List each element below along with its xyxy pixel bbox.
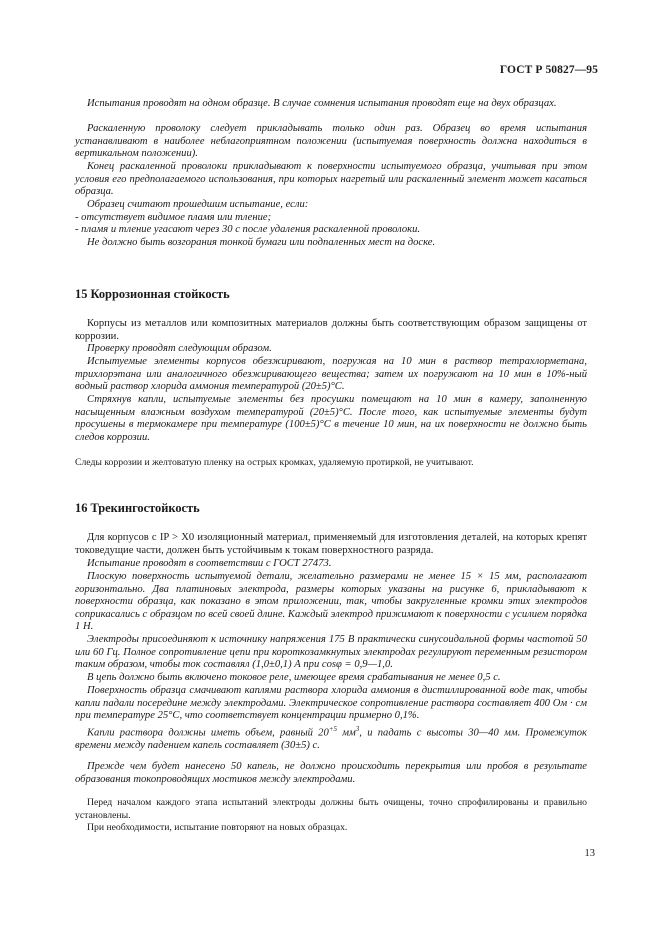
paragraph: Стряхнув капли, испытуемые элементы без просушки помещают на 10 мин в камеру, заполненную насыщенным влажным воздухом температурой (20±5)°C. После того, как испытуемые элементы будут просушены в термокамере при температуре (100±5)°C в течение 10 мин, на их поверхности не должно быть следов коррозии. (75, 394, 587, 443)
paragraph: Не должно быть возгорания тонкой бумаги или подпаленных мест на доске. (87, 237, 436, 248)
paragraph: Образец считают прошедшим испытание, если: (87, 199, 309, 210)
paragraph: При необходимости, испытание повторяют на новых образцах. (87, 822, 348, 833)
superscript: +5 (328, 725, 338, 733)
text-run: мм (337, 727, 356, 739)
page-number: 13 (584, 848, 595, 859)
paragraph: Конец раскаленной проволоки прикладывают к поверхности испытуемого образца, учитывая при этом условия его предполагаемого использования, при которых нагретый или раскаленный элемент может касаться образца. (75, 161, 587, 198)
paragraph: В цепь должно быть включено токовое реле, имеющее время срабатывания не менее 0,5 с. (87, 672, 501, 683)
paragraph: Для корпусов с IP > X0 изоляционный материал, применяемый для изготовления деталей, на которых крепят токоведущие части, должен быть устойчивым к токам поверхностного разряда. (75, 532, 587, 556)
paragraph: Испытуемые элементы корпусов обезжиривают, погружая на 10 мин в раствор тетрахлорметана, трихлорэтана или аналогичного обезжиривающего вещества; затем их погружают на 10 мин в 10%-ный водный раствор хлорида аммония температурой (20±5)°C. (75, 356, 587, 393)
superscript: 3 (355, 725, 360, 733)
paragraph: Электроды присоединяют к источнику напряжения 175 В практически синусоидальной формы частотой 50 или 60 Гц. Полное сопротивление цепи при короткозамкнутых электродах регулируют переменным резистором таким образом, чтобы ток составлял (1,0±0,1) А при cosφ = 0,9—1,0. (75, 634, 587, 671)
text-run: Капли раствора должны иметь объем, равный 20 (87, 727, 329, 739)
paragraph: Раскаленную проволоку следует прикладывать только один раз. Образец во время испытания устанавливают в наиболее неблагоприятном положении (испытуемая поверхность должна находиться в вертикальном положении). (75, 123, 587, 160)
paragraph: Испытание проводят в соответствии с ГОСТ 27473. (87, 558, 332, 569)
section-title: 16 Трекингостойкость (75, 501, 200, 515)
paragraph: Проверку проводят следующим образом. (87, 343, 272, 354)
text-run: , и падать с высоты 30—40 мм. Промежуток времени между падением капель составляет (30±5) с. (75, 727, 587, 752)
list-item: - пламя и тление угасают через 30 с после удаления раскаленной проволоки. (75, 224, 421, 235)
section-title: 15 Коррозионная стойкость (75, 287, 230, 301)
list-item: - отсутствует видимое пламя или тление; (75, 212, 272, 223)
document-header: ГОСТ Р 50827—95 (499, 64, 598, 76)
paragraph: Прежде чем будет нанесено 50 капель, не должно происходить перекрытия или пробоя в результате образования токопроводящих мостиков между электродами. (75, 761, 587, 785)
paragraph (75, 723, 587, 753)
paragraph: Корпусы из металлов или композитных материалов должны быть соответствующим образом защищены от коррозии. (75, 318, 587, 342)
paragraph: Испытания проводят на одном образце. В случае сомнения испытания проводят еще на двух образцах. (87, 98, 557, 109)
paragraph: Поверхность образца смачивают каплями раствора хлорида аммония в дистиллированной воде так, чтобы капли падали посередине между электродами. Электрическое сопротивление раствора составляет 400 Ом · см при температуре 25°C, что соответствует концентрации примерно 0,1%. (75, 685, 587, 722)
paragraph: Перед началом каждого этапа испытаний электроды должны быть очищены, точно спрофилированы и правильно установлены. (75, 797, 587, 821)
paragraph: Следы коррозии и желтоватую пленку на острых кромках, удаляемую протиркой, не учитывают. (75, 457, 474, 468)
paragraph: Плоскую поверхность испытуемой детали, желательно размерами не менее 15 × 15 мм, располагают горизонтально. Два платиновых электрода, размеры которых указаны на рисунке 6, прикладывают к поверхности образца, как показано в этом приложении, так, чтобы закругленные кромки этих электродов соприкасались с образцом по всей своей длине. Каждый электрод прижимают к поверхности с усилием порядка 1 Н. (75, 571, 587, 633)
